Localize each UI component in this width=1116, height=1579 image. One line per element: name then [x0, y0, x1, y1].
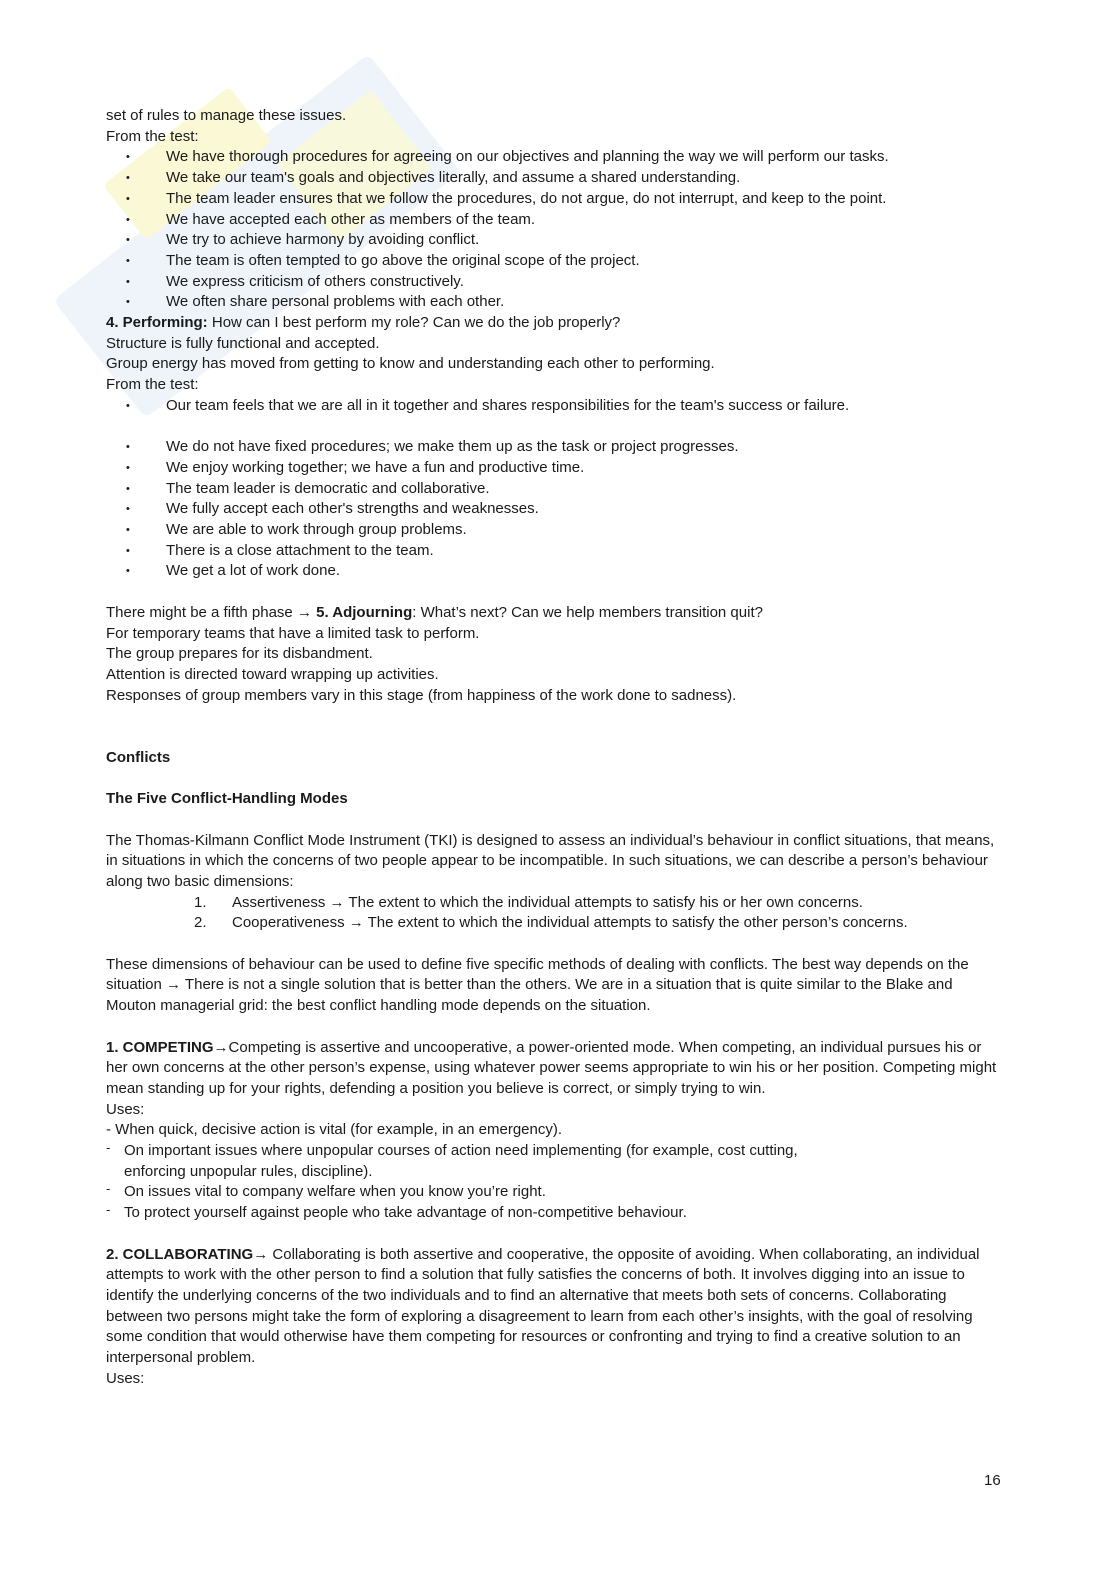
arrow: →: [213, 1038, 229, 1056]
list-item: • We often share personal problems with each other.: [106, 292, 1006, 313]
uses-label: Uses:: [106, 1100, 145, 1118]
list-item: - On issues vital to company welfare when you know you’re right.: [106, 1182, 1006, 1203]
adjourning-intro: There might be a fifth phase →: [106, 603, 317, 621]
competing-paragraph: [106, 1038, 1006, 1100]
conflicts-title: Conflicts: [106, 748, 171, 766]
list-item: • We enjoy working together; we have a fun and productive time.: [106, 458, 1006, 479]
collaborating-text: Collaborating is both assertive and cooperative, the opposite of avoiding. When collaborating, an individual attempts to work with the other person to find a solution that fully satisfies the concerns of both. It involves digging into an issue to identify the underlying concerns of the two individuals and to find an alternative that meets both sets of concerns. Collaborating between two persons might take the form of exploring a disagreement to learn from each other’s insights, with the goal of resolving some condition that would otherwise have them competing for resources or confronting and trying to find a creative solution to an interpersonal problem.: [106, 1245, 980, 1367]
section-title: [106, 748, 1006, 769]
performing-heading-line: [106, 313, 1006, 334]
text-line: Group energy has moved from getting to know and understanding each other to performing.: [106, 355, 715, 373]
performing-test-list-continued: [106, 437, 1006, 582]
list-item: • We have accepted each other as members of the team.: [106, 210, 1006, 231]
adjourning-question: : What’s next? Can we help members transition quit?: [412, 603, 763, 621]
list-item: - On important issues where unpopular courses of action need implementing (for example, cost cutting, enforcing unpopular rules, discipline).: [106, 1141, 1006, 1182]
collaborating-paragraph: [106, 1245, 1006, 1369]
dimensions-list: [106, 893, 1006, 934]
performing-question: How can I best perform my role? Can we do the job properly?: [207, 314, 621, 332]
conflict-modes-subtitle: The Five Conflict-Handling Modes: [106, 790, 348, 808]
arrow: →: [253, 1245, 273, 1263]
section-subtitle: [106, 789, 1006, 810]
list-item: [106, 913, 1006, 934]
text-line: For temporary teams that have a limited task to perform.: [106, 624, 480, 642]
adjourning-line: [106, 603, 1006, 624]
performing-test-list: [106, 396, 1006, 417]
text-line: Attention is directed toward wrapping up activities.: [106, 665, 439, 683]
storming-test-list: [106, 147, 1006, 313]
text-line: set of rules to manage these issues.: [106, 107, 347, 124]
from-the-test-label: From the test:: [106, 376, 199, 394]
adjourning-heading: 5. Adjourning: [316, 603, 413, 621]
text-line: Responses of group members vary in this stage (from happiness of the work done to sadness).: [106, 686, 737, 704]
list-item: • There is a close attachment to the team.: [106, 541, 1006, 562]
list-item: • The team leader is democratic and collaborative.: [106, 479, 1006, 500]
list-item: • We take our team's goals and objectives literally, and assume a shared understanding.: [106, 168, 1006, 189]
document-page: [106, 106, 1006, 1389]
competing-text: Competing is assertive and uncooperative, a power-oriented mode. When competing, an individual pursues his or her own concerns at the other person’s expense, using whatever power seems appropriate to win his or her position. Competing might mean standing up for your rights, defending a position you believe is correct, or simply trying to win.: [106, 1038, 997, 1097]
list-item: • We have thorough procedures for agreeing on our objectives and planning the way we will perform our tasks.: [106, 147, 1006, 168]
list-item: • We are able to work through group problems.: [106, 520, 1006, 541]
uses-label: Uses:: [106, 1369, 145, 1387]
list-item: - To protect yourself against people who take advantage of non-competitive behaviour.: [106, 1203, 1006, 1224]
list-item: • We do not have fixed procedures; we make them up as the task or project progresses.: [106, 437, 1006, 458]
text-line: Structure is fully functional and accepted.: [106, 334, 380, 352]
list-item: • The team is often tempted to go above the original scope of the project.: [106, 251, 1006, 272]
text-line: The group prepares for its disbandment.: [106, 645, 373, 663]
list-item: • We get a lot of work done.: [106, 561, 1006, 582]
performing-heading: 4. Performing:: [106, 314, 208, 332]
list-item: • Our team feels that we are all in it together and shares responsibilities for the team's success or failure.: [106, 396, 1006, 417]
tki-intro: The Thomas-Kilmann Conflict Mode Instrument (TKI) is designed to assess an individual’s behaviour in conflict situations, that means, in situations in which the concerns of two people appear to be incompatible. In such situations, we can describe a person’s behaviour along two basic dimensions:: [106, 831, 995, 890]
page-number: 16: [984, 1472, 1001, 1489]
list-text: Assertiveness → The extent to which the individual attempts to satisfy his or her own concerns.: [232, 893, 863, 911]
from-the-test-label: From the test:: [106, 127, 199, 145]
list-number: 1.: [194, 893, 207, 911]
dimensions-paragraph: These dimensions of behaviour can be used to define five specific methods of dealing with conflicts. The best way depends on the situation → There is not a single solution that is better than the others. We are in a situation that is quite similar to the Blake and Mouton managerial grid: the best conflict handling mode depends on the situation.: [106, 955, 969, 1015]
list-item: • We express criticism of others constructively.: [106, 272, 1006, 293]
list-text: Cooperativeness → The extent to which the individual attempts to satisfy the other person’s concerns.: [232, 914, 908, 932]
list-item: • The team leader ensures that we follow the procedures, do not argue, do not interrupt, and keep to the point.: [106, 189, 1006, 210]
competing-uses-list: [106, 1141, 1006, 1224]
list-item: • We try to achieve harmony by avoiding conflict.: [106, 230, 1006, 251]
list-item: • We fully accept each other's strengths and weaknesses.: [106, 499, 1006, 520]
competing-heading: 1. COMPETING: [106, 1038, 214, 1056]
list-item: [106, 893, 1006, 914]
use-item: - When quick, decisive action is vital (for example, in an emergency).: [106, 1121, 563, 1139]
list-number: 2.: [194, 914, 207, 932]
collaborating-heading: 2. COLLABORATING: [106, 1245, 254, 1263]
